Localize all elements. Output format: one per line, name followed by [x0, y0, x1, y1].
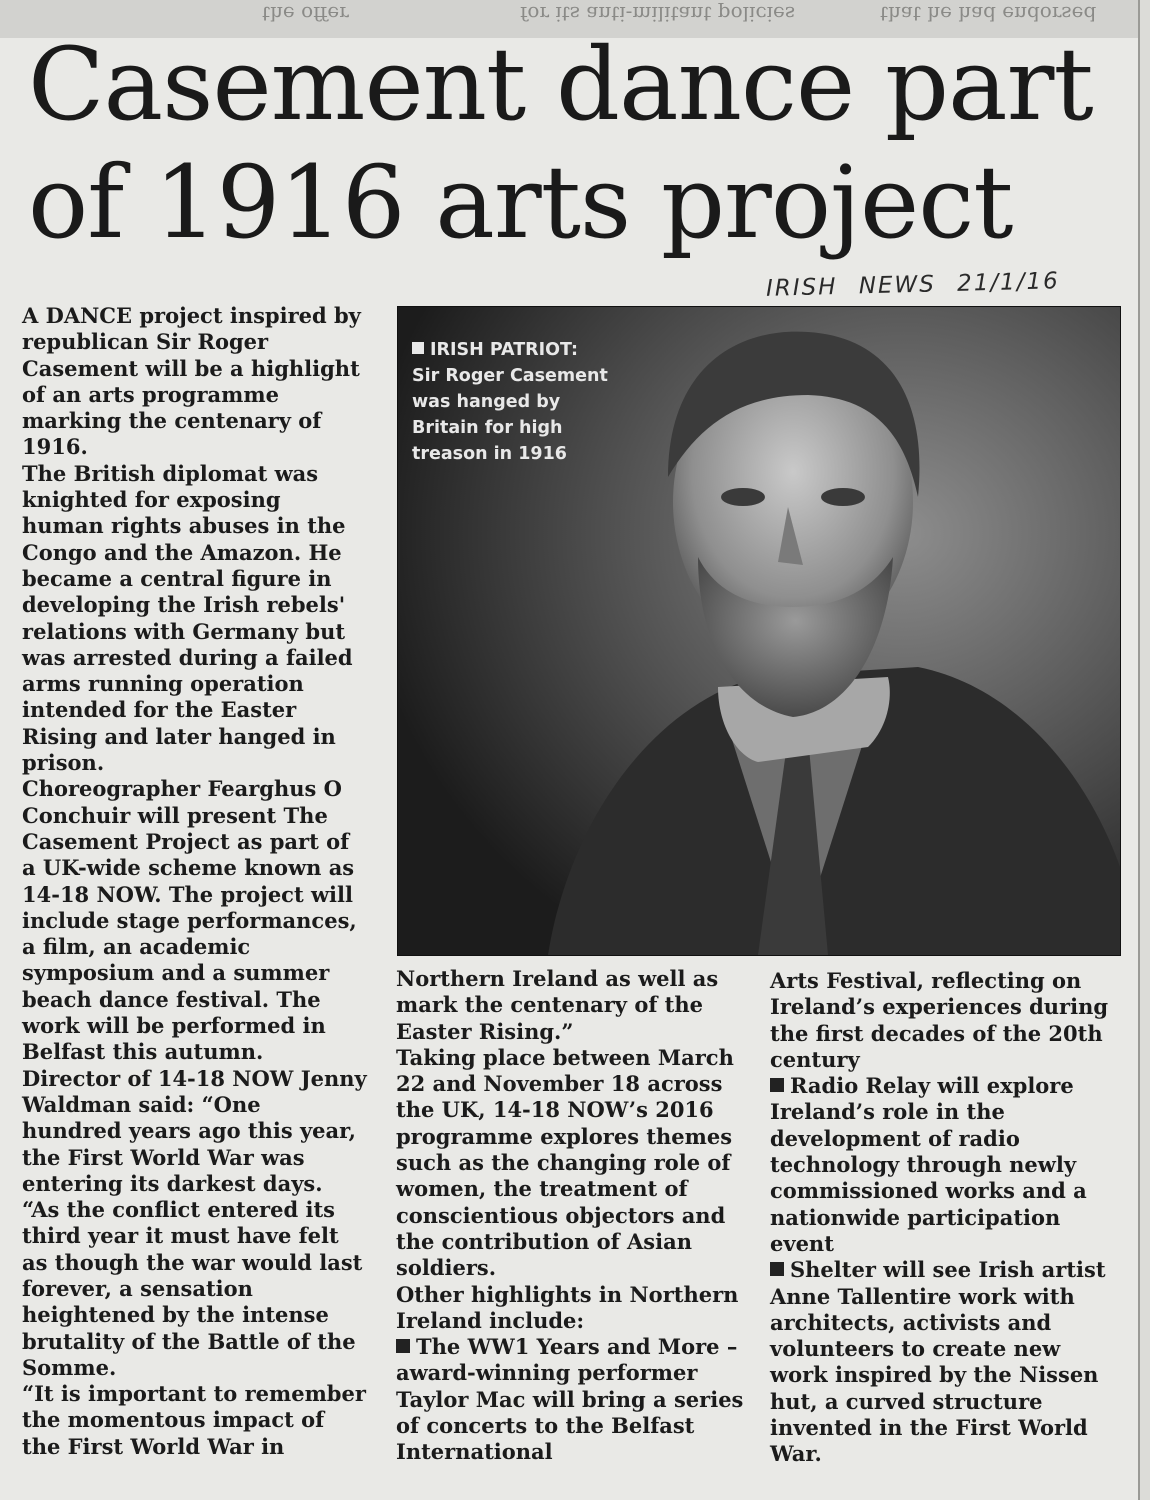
paragraph: Taking place between March 22 and November 18 across the UK, 14-18 NOW’s 2016 programme explores themes such as the changing role of women, the treatment of conscientious objectors and the contribution of Asian soldiers. — [396, 1044, 734, 1281]
headline-line-1: Casement dance part — [28, 26, 1093, 143]
bleed-text: for its anti-militant policies — [520, 2, 796, 26]
caption-label: IRISH PATRIOT: — [430, 340, 579, 360]
paragraph: Arts Festival, reflecting on Ireland’s experiences during the first decades of the 20th century — [770, 968, 1109, 1072]
bullet-text: Shelter will see Irish artist Anne Tallentire work with architects, activists and volunteers to create new work inspired by the Nissen hut, a curved structure invented in the First World War. — [770, 1257, 1106, 1467]
headline — [28, 26, 1128, 262]
bullet-square-icon — [770, 1262, 784, 1276]
paragraph — [770, 1073, 1125, 1257]
paragraph: “It is important to remember the momentous impact of the First World War in — [22, 1381, 366, 1459]
paragraph: Other highlights in Northern Ireland include: — [396, 1281, 739, 1333]
portrait-photo — [397, 306, 1121, 956]
caption-text: Sir Roger Casement was hanged by Britain for high treason in 1916 — [412, 366, 608, 464]
paragraph: Director of 14-18 NOW Jenny Waldman said: “One hundred years ago this year, the First World War was entering its darkest days. — [22, 1065, 367, 1196]
article-column-1 — [22, 303, 367, 1460]
paragraph: Northern Ireland as well as mark the centenary of the Easter Rising.” — [396, 966, 719, 1044]
bullet-square-icon — [770, 1078, 784, 1092]
bleed-text: that he had endorsed — [880, 2, 1097, 26]
paragraph: Choreographer Fearghus O Conchuir will present The Casement Project as part of a UK-wide scheme known as 14-18 NOW. The project will include stage performances, a film, an academic symposium and a summer beach dance festival. The work will be performed in Belfast this autumn. — [22, 776, 357, 1065]
bullet-text: The WW1 Years and More – award-winning performer Taylor Mac will bring a series of concerts to the Belfast International — [396, 1334, 744, 1465]
article-column-3 — [770, 968, 1125, 1468]
handwritten-source-note: IRISH NEWS 21/1/16 — [765, 268, 1061, 302]
paragraph: A DANCE project inspired by republican Sir Roger Casement will be a highlight of an arts programme marking the centenary of 1916. — [22, 303, 361, 460]
article-column-2 — [396, 966, 756, 1466]
paragraph: “As the conflict entered its third year it must have felt as though the war would last forever, a sensation heightened by the intense brutality of the Battle of the Somme. — [22, 1197, 363, 1380]
headline-line-2: of 1916 arts project — [28, 144, 1013, 261]
bullet-text: Radio Relay will explore Ireland’s role in the development of radio technology through newly commissioned works and a nationwide participation event — [770, 1073, 1087, 1256]
photo-caption — [412, 337, 622, 467]
bleed-text: the offer — [262, 2, 349, 26]
paragraph — [396, 1334, 756, 1465]
paragraph: The British diplomat was knighted for exposing human rights abuses in the Congo and the Amazon. He became a central figure in developing the Irish rebels' relations with Germany but was arrested during a failed arms running operation intended for the Easter Rising and later hanged in prison. — [22, 460, 353, 776]
caption-square-icon — [412, 342, 424, 354]
bullet-square-icon — [396, 1339, 410, 1353]
paragraph — [770, 1257, 1125, 1467]
